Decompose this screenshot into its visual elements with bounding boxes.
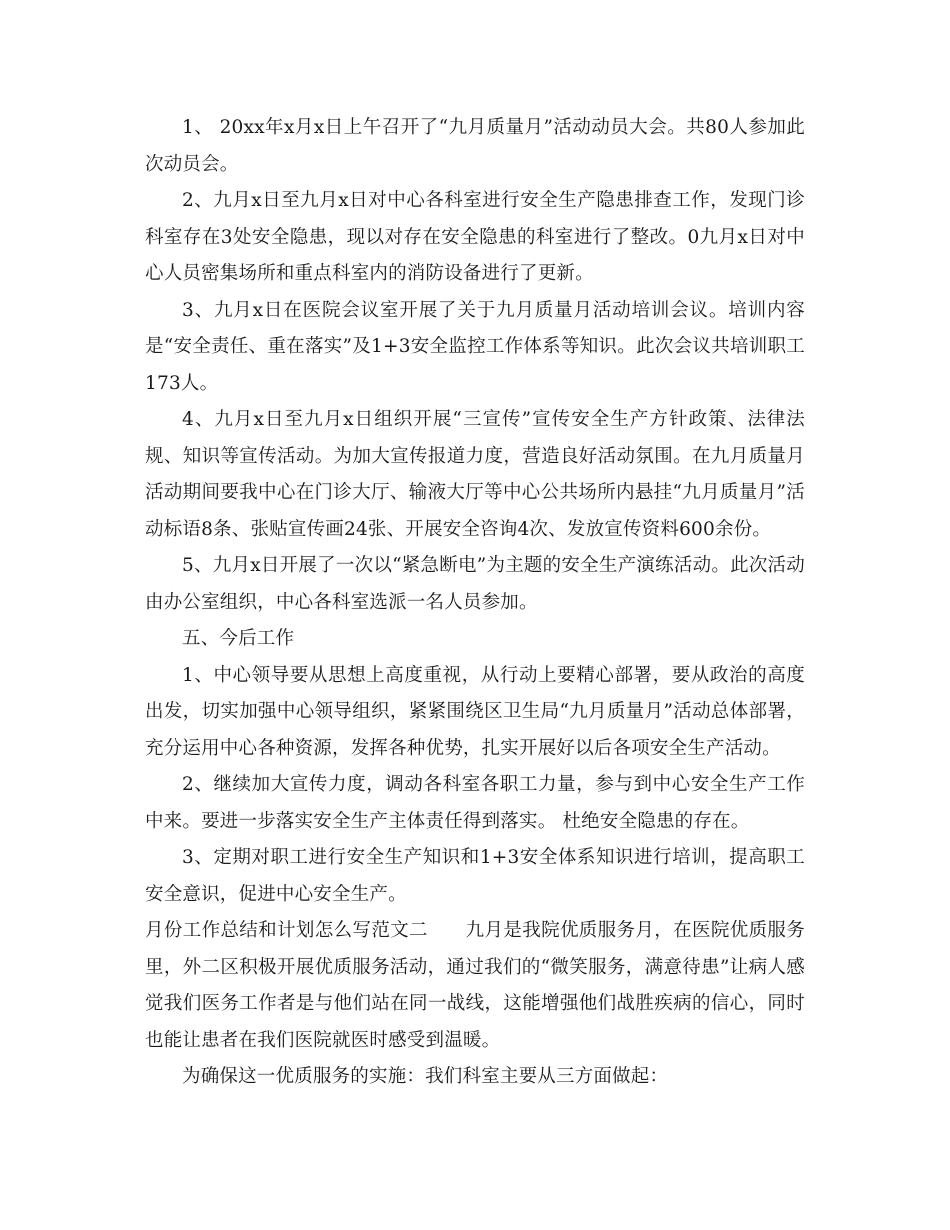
paragraph-item-1: 1、 20xx年x月x日上午召开了“九月质量月”活动动员大会。共80人参加此次动员会。 (145, 117, 805, 175)
future-work-item-3: 3、定期对职工进行安全生产知识和1+3安全体系知识进行培训，提高职工安全意识，促进中心安全生产。 (145, 847, 805, 905)
sample-two-intro: 月份工作总结和计划怎么写范文二 九月是我院优质服务月，在医院优质服务里，外二区积极开展优质服务活动，通过我们的“微笑服务，满意待患”让病人感觉我们医务工作者是与他们站在同一战线，这能增强他们战胜疾病的信心，同时也能让患者在我们医院就医时感受到温暖。 (145, 920, 805, 1051)
paragraph-item-3: 3、九月x日在医院会议室开展了关于九月质量月活动培训会议。培训内容是“安全责任、重在落实”及1+3安全监控工作体系等知识。此次会议共培训职工173人。 (145, 299, 805, 394)
future-work-item-1: 1、中心领导要从思想上高度重视，从行动上要精心部署，要从政治的高度出发，切实加强中心领导组织，紧紧围绕区卫生局“九月质量月”活动总体部署，充分运用中心各种资源，发挥各种优势，扎实开展好以后各项安全生产活动。 (145, 664, 805, 759)
paragraph-item-2: 2、九月x日至九月x日对中心各科室进行安全生产隐患排查工作，发现门诊科室存在3处安全隐患，现以对存在安全隐患的科室进行了整改。0九月x日对中心人员密集场所和重点科室内的消防设备进行了更新。 (145, 190, 805, 284)
section-heading-future-work: 五、今后工作 (182, 628, 295, 649)
sample-two-lead-in: 为确保这一优质服务的实施：我们科室主要从三方面做起： (182, 1066, 669, 1087)
document-body (145, 110, 805, 1096)
paragraph-item-5: 5、九月x日开展了一次以“紧急断电”为主题的安全生产演练活动。此次活动由办公室组织，中心各科室选派一名人员参加。 (145, 555, 805, 613)
future-work-item-2: 2、继续加大宣传力度，调动各科室各职工力量，参与到中心安全生产工作中来。要进一步落实安全生产主体责任得到落实。 杜绝安全隐患的存在。 (145, 774, 805, 832)
paragraph-item-4: 4、九月x日至九月x日组织开展“三宣传”宣传安全生产方针政策、法律法规、知识等宣传活动。为加大宣传报道力度，营造良好活动氛围。在九月质量月活动期间要我中心在门诊大厅、输液大厅等中心公共场所内悬挂“九月质量月”活动标语8条、张贴宣传画24张、开展安全咨询4次、发放宣传资料600余份。 (145, 409, 805, 540)
